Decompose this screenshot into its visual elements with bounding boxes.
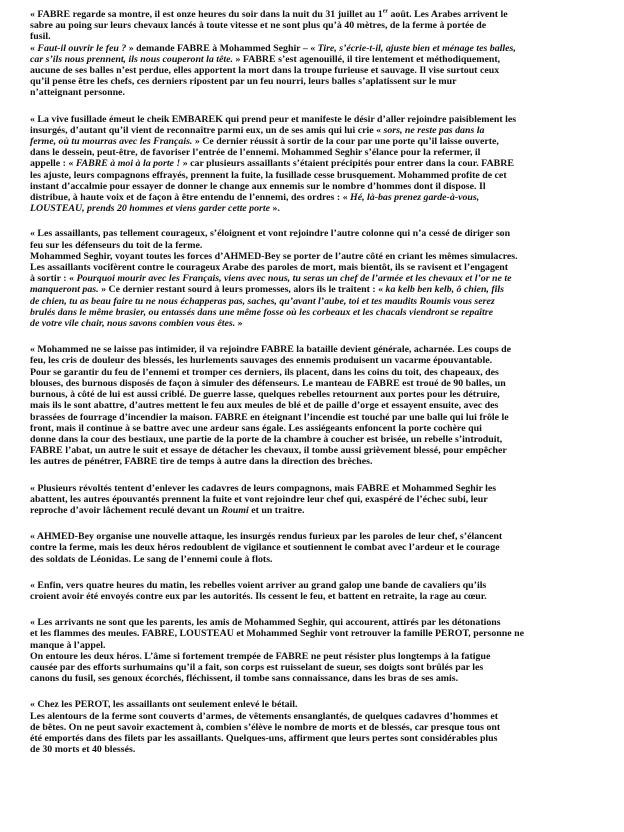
text-line (30, 344, 604, 355)
text-line (30, 228, 604, 239)
italic-text: Hé, là-bas prenez garde-à-vous, (350, 192, 480, 204)
text-segment: feu, les cris de douleur des blessés, les hurlements sauvages des ennemis produisent un vacarme épouvantable. (30, 355, 493, 367)
text-segment: insurgés, d’autant qu’il vient de reconnaître parmi eux, un de ses amis qui lui crie « (30, 124, 384, 136)
text-line (30, 445, 604, 456)
text-segment: et les flammes des meules. FABRE, LOUSTEAU et Mohammed Seghir vont retrouver la famille PEROT, personne ne (30, 628, 524, 640)
text-line (30, 9, 604, 20)
text-segment: » FABRE s’est agenouillé, il tire lentement et méthodiquement, (233, 53, 501, 65)
italic-text: Pourquoi mourir avec les Français, viens avec nous, tu seras un chef de l’armée et les chevaux et l’or ne te (76, 273, 512, 285)
text-line (30, 76, 604, 87)
paragraph (30, 483, 604, 517)
text-segment: « FABRE regarde sa montre, il est onze heures du soir dans la nuit du 31 juillet au 1 (30, 9, 383, 20)
text-line (30, 711, 604, 722)
text-line (30, 389, 604, 400)
italic-text: car s’ils nous prennent, ils nous couperont la tête. (30, 53, 234, 65)
text-segment: dans le dessein, peut-être, de favoriser l’entrée de l’ennemi. Mohammed Seghir s’élance pour la refermer, il (30, 147, 481, 159)
text-line (30, 412, 604, 423)
text-segment: distribue, à haute voix et de façon à être entendu de l’ennemi, des ordres : « (30, 192, 351, 204)
text-segment: des soldats de Léonidas. Le sang de l’ennemi coule à flots. (30, 553, 273, 565)
text-line (30, 673, 604, 684)
text-segment: qu’il pense être les chefs, ces derniers ripostent par un feu nourri, leurs balles s’aplatissent sur le mur (30, 76, 457, 88)
text-segment: été emportés dans des filets par les assaillants. Quelques-uns, affirment que leurs pertes sont considérables plus (30, 732, 498, 744)
text-segment: les autres de pénétrer, FABRE tire de temps à autre dans la direction des brèches. (30, 456, 373, 468)
text-line (30, 251, 604, 262)
text-segment: » Ce dernier restant sourd à leurs promesses, alors ils le traitent : « (98, 284, 386, 296)
text-line (30, 378, 604, 389)
text-segment: » (235, 318, 243, 330)
text-line (30, 554, 604, 565)
italic-text: brulés dans le même brasier, ou entassés dans une même fosse où les corbeaux et les chacals viendront se repaître (30, 306, 494, 318)
text-line (30, 87, 604, 98)
text-line (30, 744, 604, 755)
text-segment: feu sur les défenseurs du toit de la ferme. (30, 239, 203, 251)
text-segment: fusil. (30, 31, 51, 43)
text-line (30, 43, 604, 54)
text-segment: burnous, à côté de lui est aussi criblé. De guerre lasse, quelques rebelles retournent aux portes pour les détruire, (30, 389, 500, 401)
text-segment: abattent, les autres épouvantés prennent la fuite et vont rejoindre leur chef qui, exaspéré de l’échec subi, leur (30, 493, 488, 505)
text-segment: » demande FABRE à Mohammed Seghir – « (126, 42, 318, 54)
italic-text: Tire, s’écrie-t-il, ajuste bien et ménage tes balles, (317, 42, 516, 54)
text-segment: août. Les Arabes arrivent le (388, 9, 508, 20)
text-line (30, 580, 604, 591)
text-line (30, 54, 604, 65)
text-segment: Mohammed Seghir, voyant toutes les forces d’AHMED-Bey se porter de l’autre côté en criant les mêmes simulacres. (30, 250, 518, 262)
paragraph (30, 699, 604, 755)
text-segment: « Mohammed ne se laisse pas intimider, il va rejoindre FABRE la bataille devient générale, acharnée. Les coups de (30, 344, 512, 356)
text-segment: n’atteignant personne. (30, 87, 125, 99)
text-segment: et un traitre. (248, 504, 305, 516)
italic-text: de votre vile chair, nous savons combien vous êtes. (30, 318, 236, 330)
paragraph (30, 228, 604, 329)
text-line (30, 181, 604, 192)
paragraph (30, 114, 604, 215)
paragraph (30, 580, 604, 602)
text-segment: croient avoir été envoyés contre eux par les autorités. Ils cessent le feu, et battent en retraite, la rage au cœur. (30, 590, 487, 602)
text-line (30, 307, 604, 318)
text-line (30, 591, 604, 602)
text-line (30, 203, 604, 214)
text-segment: blouses, des burnous disposés de façon à simuler des défenseurs. Le manteau de FABRE est troué de 90 balles, un (30, 377, 506, 389)
text-line (30, 318, 604, 329)
text-segment: instant d’accalmie pour essayer de donner le change aux ennemis sur le nombre d’hommes dont il dispose. Il (30, 180, 486, 192)
text-line (30, 136, 604, 147)
text-line (30, 284, 604, 295)
italic-text: LOUSTEAU, prends 20 hommes et viens garder cette porte (30, 203, 271, 215)
text-segment: donne dans la cour des bestiaux, une partie de la porte de la chambre à coucher est brisée, un rebelle s’introduit, (30, 433, 503, 445)
text-line (30, 733, 604, 744)
text-segment: les ajuste, leurs compagnons effrayés, prennent la fuite, la fusillade cesse brusquement. Mohammed profite de cet (30, 169, 507, 181)
text-segment: de 30 morts et 40 blessés. (30, 744, 136, 756)
text-segment: Les assaillants vocifèrent contre le courageux Arabe des paroles de mort, mais bientôt, ils se ravisent et l’engagent (30, 262, 509, 274)
text-line (30, 20, 604, 31)
text-segment: Pour se garantir du feu de l’ennemi et tromper ces derniers, ils placent, dans les coins du toit, des chapeaux, des (30, 366, 499, 378)
text-segment: contre la ferme, mais les deux héros redoublent de vigilance et soutiennent le combat avec l’ardeur et le courage (30, 542, 500, 554)
superscript-text: er (382, 8, 389, 15)
text-line (30, 617, 604, 628)
text-line (30, 456, 604, 467)
text-line (30, 367, 604, 378)
text-segment: « Les arrivants ne sont que les parents, les amis de Mohammed Seghir, qui accourent, attirés par les détonations (30, 617, 501, 629)
text-segment: » car plusieurs assaillants s’étaient précipités pour entrer dans la cour. FABRE (180, 158, 514, 170)
text-line (30, 240, 604, 251)
text-line (30, 531, 604, 542)
text-segment: « Chez les PEROT, les assaillants ont seulement enlevé le bétail. (30, 699, 298, 711)
text-line (30, 423, 604, 434)
text-line (30, 158, 604, 169)
text-line (30, 262, 604, 273)
text-line (30, 147, 604, 158)
text-line (30, 65, 604, 76)
italic-text: sors, ne reste pas dans la (383, 124, 485, 136)
italic-text: ka kelb ben kelb, ô chien, fils (385, 284, 504, 296)
text-segment: mais ils le sont abattre, d’autres mettent le feu aux meules de blé et de paille d’orge et essayent ensuite, avec des (30, 400, 499, 412)
text-segment: « La vive fusillade émeut le cheik EMBAREK qui prend peur et manifeste le désir d’aller rejoindre paisiblement les (30, 113, 517, 125)
italic-text: Faut-il ouvrir le feu ? (37, 42, 127, 54)
text-segment: » Ce dernier réussit à sortir de la cour par une porte qu’il laisse ouverte, (192, 136, 499, 148)
text-line (30, 722, 604, 733)
paragraph (30, 344, 604, 467)
paragraph (30, 531, 604, 565)
text-line (30, 483, 604, 494)
text-segment: « (30, 42, 38, 54)
text-line (30, 296, 604, 307)
text-line (30, 273, 604, 284)
text-segment: ». (270, 203, 280, 215)
text-segment: de bêtes. On ne peut savoir exactement à, combien s’élève le nombre de morts et de blessés, car presque tous ont (30, 721, 501, 733)
text-segment: sabre au poing sur leurs chevaux lancés à toute vitesse et ne sont plus qu’à 40 mètres, de la ferme à portée de (30, 20, 487, 32)
text-segment: aucune de ses balles n’est perdue, elles apportent la mort dans la troupe furieuse et sauvage. Il vise surtout ceux (30, 65, 500, 77)
text-line (30, 542, 604, 553)
text-segment: « Enfin, vers quatre heures du matin, les rebelles voient arriver au grand galop une bande de cavaliers qu’ils (30, 579, 487, 591)
text-segment: à sortir : « (30, 273, 77, 285)
text-segment: causée par des efforts surhumains qu’il a fait, son corps est ruisselant de sueur, ses doigts sont brûlés par les (30, 661, 484, 673)
text-line (30, 400, 604, 411)
text-segment: canons du fusil, ses genoux écorchés, fléchissent, il tombe sans connaissance, dans les bras de ses amis. (30, 673, 459, 685)
text-segment: « AHMED-Bey organise une nouvelle attaque, les insurgés rendus furieux par les paroles de leur chef, s’élancent (30, 531, 503, 543)
text-line (30, 192, 604, 203)
text-segment: « Plusieurs révoltés tentent d’enlever les cadavres de leurs compagnons, mais FABRE et Mohammed Seghir les (30, 482, 497, 494)
italic-text: manqueront pas. (30, 284, 99, 296)
text-segment: On entoure les deux héros. L’âme si fortement trempée de FABRE ne peut résister plus longtemps à la fatigue (30, 650, 491, 662)
text-line (30, 114, 604, 125)
paragraph (30, 9, 604, 99)
text-line (30, 355, 604, 366)
italic-text: de chien, tu as beau faire tu ne nous échapperas pas, saches, qu’avant l’aube, toi et tes maudits Roumis vous serez (30, 295, 495, 307)
text-segment: front, mais il continue à se battre avec une ardeur sans égale. Les assiégeants enfoncent la porte cochère qui (30, 422, 482, 434)
text-segment: « Les assaillants, pas tellement courageux, s’éloignent et vont rejoindre l’autre colonne qui n’a cessé de diriger son (30, 228, 511, 240)
text-line (30, 125, 604, 136)
text-line (30, 505, 604, 516)
text-segment: manque à l’appel. (30, 639, 106, 651)
text-line (30, 628, 604, 639)
italic-text: ferme, où tu mourras avec les Français. (30, 136, 193, 148)
text-line (30, 434, 604, 445)
text-segment: appelle : « (30, 158, 76, 170)
text-line (30, 31, 604, 42)
text-line (30, 170, 604, 181)
text-line (30, 494, 604, 505)
text-line (30, 640, 604, 651)
text-segment: FABRE l’abat, un autre le suit et essaye de détacher les chevaux, il tombe aussi grièvement blessé, pour empêcher (30, 445, 507, 457)
text-line (30, 662, 604, 673)
italic-text: Roumi (221, 504, 249, 516)
text-line (30, 651, 604, 662)
text-segment: reproche d’avoir lâchement reculé devant un (30, 504, 222, 516)
text-segment: brassées de fourrage d’incendier la maison. FABRE en éteignant l’incendie est touché par une balle qui lui frôle le (30, 411, 509, 423)
italic-text: FABRE à moi à la porte ! (75, 158, 181, 170)
text-line (30, 699, 604, 710)
paragraph (30, 617, 604, 684)
text-segment: Les alentours de la ferme sont couverts d’armes, de vêtements ensanglantés, de quelques cadavres d’hommes et (30, 710, 499, 722)
